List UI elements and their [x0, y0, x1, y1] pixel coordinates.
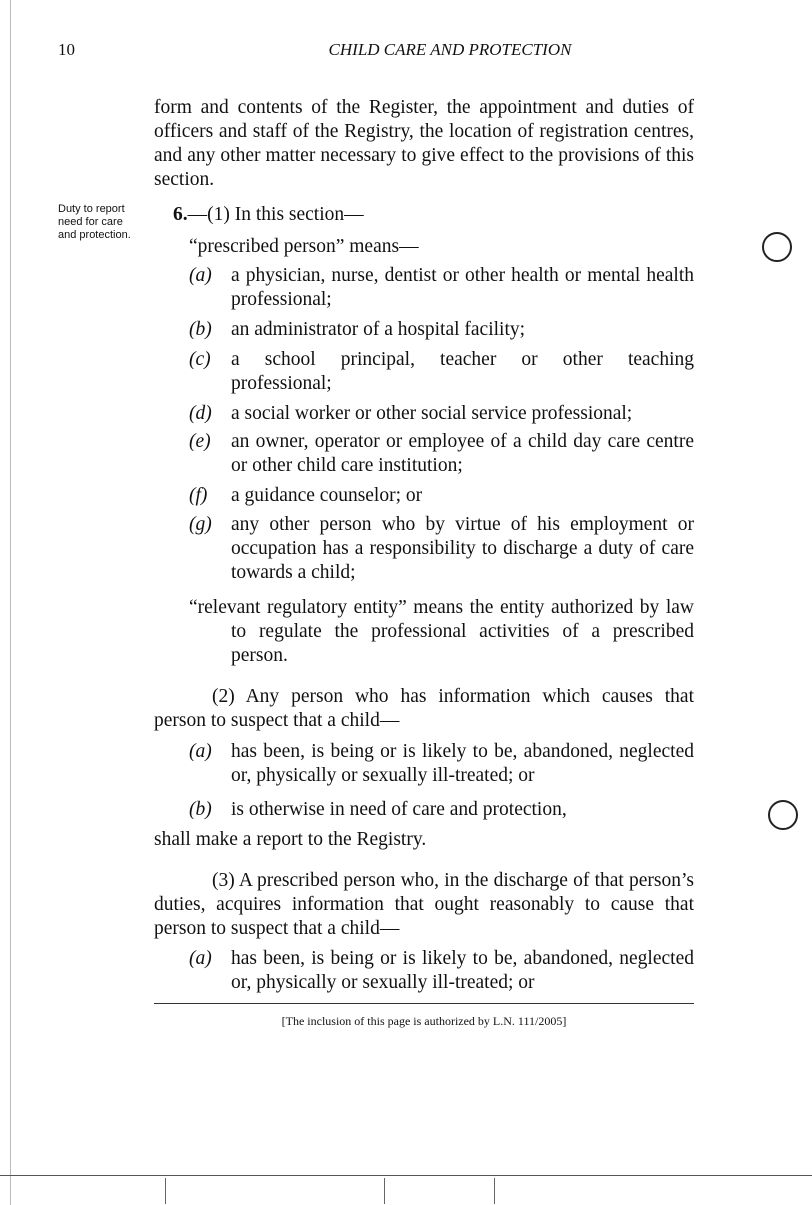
page-number: 10	[58, 40, 75, 59]
item-text: has been, is being or is likely to be, abandoned, neglected or, physically or sexually ill-treated; or	[231, 741, 694, 786]
item-text: has been, is being or is likely to be, abandoned, neglected or, physically or sexually ill-treated; or	[231, 948, 694, 993]
list-item	[189, 264, 694, 312]
list-item	[189, 430, 694, 478]
item-text: a physician, nurse, dentist or other health or mental health professional;	[231, 265, 694, 310]
scan-tick-mark	[494, 1178, 495, 1204]
item-text: an owner, operator or employee of a child day care centre or other child care institution;	[231, 431, 694, 476]
footer-note: [The inclusion of this page is authorized by L.N. 111/2005]	[281, 1014, 567, 1028]
binder-hole-icon	[768, 800, 798, 830]
list-item	[189, 484, 694, 508]
running-title: CHILD CARE AND PROTECTION	[328, 40, 572, 59]
item-label: (d)	[189, 403, 212, 424]
prescribed-person-lead: “prescribed person” means—	[189, 236, 419, 257]
subsection-2-intro: (2) Any person who has information which causes that person to suspect that a child—	[154, 686, 694, 731]
item-label: (f)	[189, 485, 208, 506]
scan-bottom-rule	[0, 1175, 812, 1176]
section-heading	[173, 203, 364, 227]
footer-rule	[154, 1003, 694, 1004]
continuation-paragraph: form and contents of the Register, the appointment and duties of officers and staff of the Registry, the location of registration centres, and any other matter necessary to give effect to the provisions of this section.	[154, 97, 694, 190]
item-label: (a)	[189, 741, 212, 762]
item-text: a social worker or other social service professional;	[231, 403, 633, 424]
item-text: a school principal, teacher or other teaching professional;	[231, 349, 694, 394]
scan-tick-mark	[384, 1178, 385, 1204]
item-text: an administrator of a hospital facility;	[231, 319, 526, 340]
item-text: any other person who by virtue of his employment or occupation has a responsibility to discharge a duty of care towards a child;	[231, 514, 694, 583]
marginal-note: Duty to report need for care and protection.	[58, 203, 131, 241]
list-item	[189, 318, 694, 342]
list-item	[189, 513, 694, 585]
page-edge-line	[10, 0, 11, 1205]
item-text: is otherwise in need of care and protection,	[231, 799, 567, 820]
list-item	[189, 348, 694, 396]
item-text: a guidance counselor; or	[231, 485, 423, 506]
subsection-1-lead: —(1) In this section—	[187, 204, 364, 225]
scan-tick-mark	[165, 1178, 166, 1204]
list-item	[189, 402, 694, 426]
item-label: (a)	[189, 265, 212, 286]
section-number: 6.	[173, 204, 188, 225]
item-label: (c)	[189, 349, 211, 370]
list-item	[189, 947, 694, 995]
item-label: (b)	[189, 799, 212, 820]
list-item	[189, 798, 694, 822]
item-label: (g)	[189, 514, 212, 535]
item-label: (b)	[189, 319, 212, 340]
binder-hole-icon	[762, 232, 792, 262]
item-label: (e)	[189, 431, 211, 452]
subsection-3-intro: (3) A prescribed person who, in the discharge of that person’s duties, acquires information that ought reasonably to cause that person to suspect that a child—	[154, 870, 694, 939]
list-item	[189, 740, 694, 788]
item-label: (a)	[189, 948, 212, 969]
subsection-2-conclusion: shall make a report to the Registry.	[154, 829, 427, 850]
relevant-entity-definition: “relevant regulatory entity” means the entity authorized by law to regulate the professional activities of a prescribed person.	[189, 597, 694, 666]
